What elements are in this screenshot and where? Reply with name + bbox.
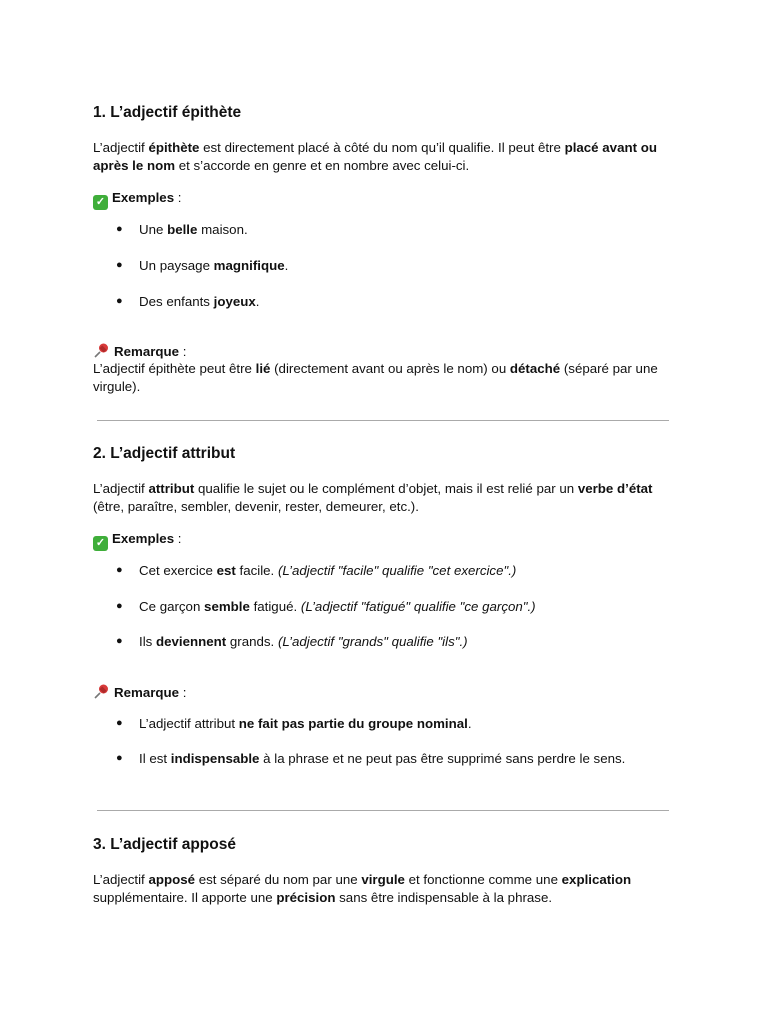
section-2-remark-label: Remarque : [93, 683, 186, 702]
section-2-examples-label: ✓ Exemples : [93, 530, 181, 551]
section-separator [97, 420, 669, 421]
section-1-title: 1. L’adjectif épithète [93, 104, 242, 121]
section-2-title: 2. L’adjectif attribut [93, 445, 236, 462]
section-2-intro: L’adjectif attribut qualifie le sujet ou le complément d’objet, mais il est relié par un verbe d’état (être, paraître, sembler, devenir, rester, demeurer, etc.). [93, 481, 653, 514]
section-1-intro: L’adjectif épithète est directement placé à côté du nom qu’il qualifie. Il peut être placé avant ou après le nom et s’accorde en genre et en nombre avec celui-ci. [93, 140, 657, 173]
check-icon: ✓ [93, 536, 108, 551]
section-1-remark-text: L’adjectif épithète peut être lié (directement avant ou après le nom) ou détaché (séparé par une virgule). [93, 361, 658, 394]
section-3-intro: L’adjectif apposé est séparé du nom par une virgule et fonctionne comme une explication supplémentaire. Il apporte une précision sans être indispensable à la phrase. [93, 872, 632, 905]
section-1-remark-label: Remarque : [93, 342, 186, 361]
section-1-examples-label: ✓ Exemples : [93, 189, 181, 210]
section-separator [97, 810, 669, 811]
pushpin-icon [93, 342, 110, 359]
check-icon: ✓ [93, 195, 108, 210]
pushpin-icon [93, 683, 110, 700]
section-3-title: 3. L’adjectif apposé [93, 836, 236, 853]
